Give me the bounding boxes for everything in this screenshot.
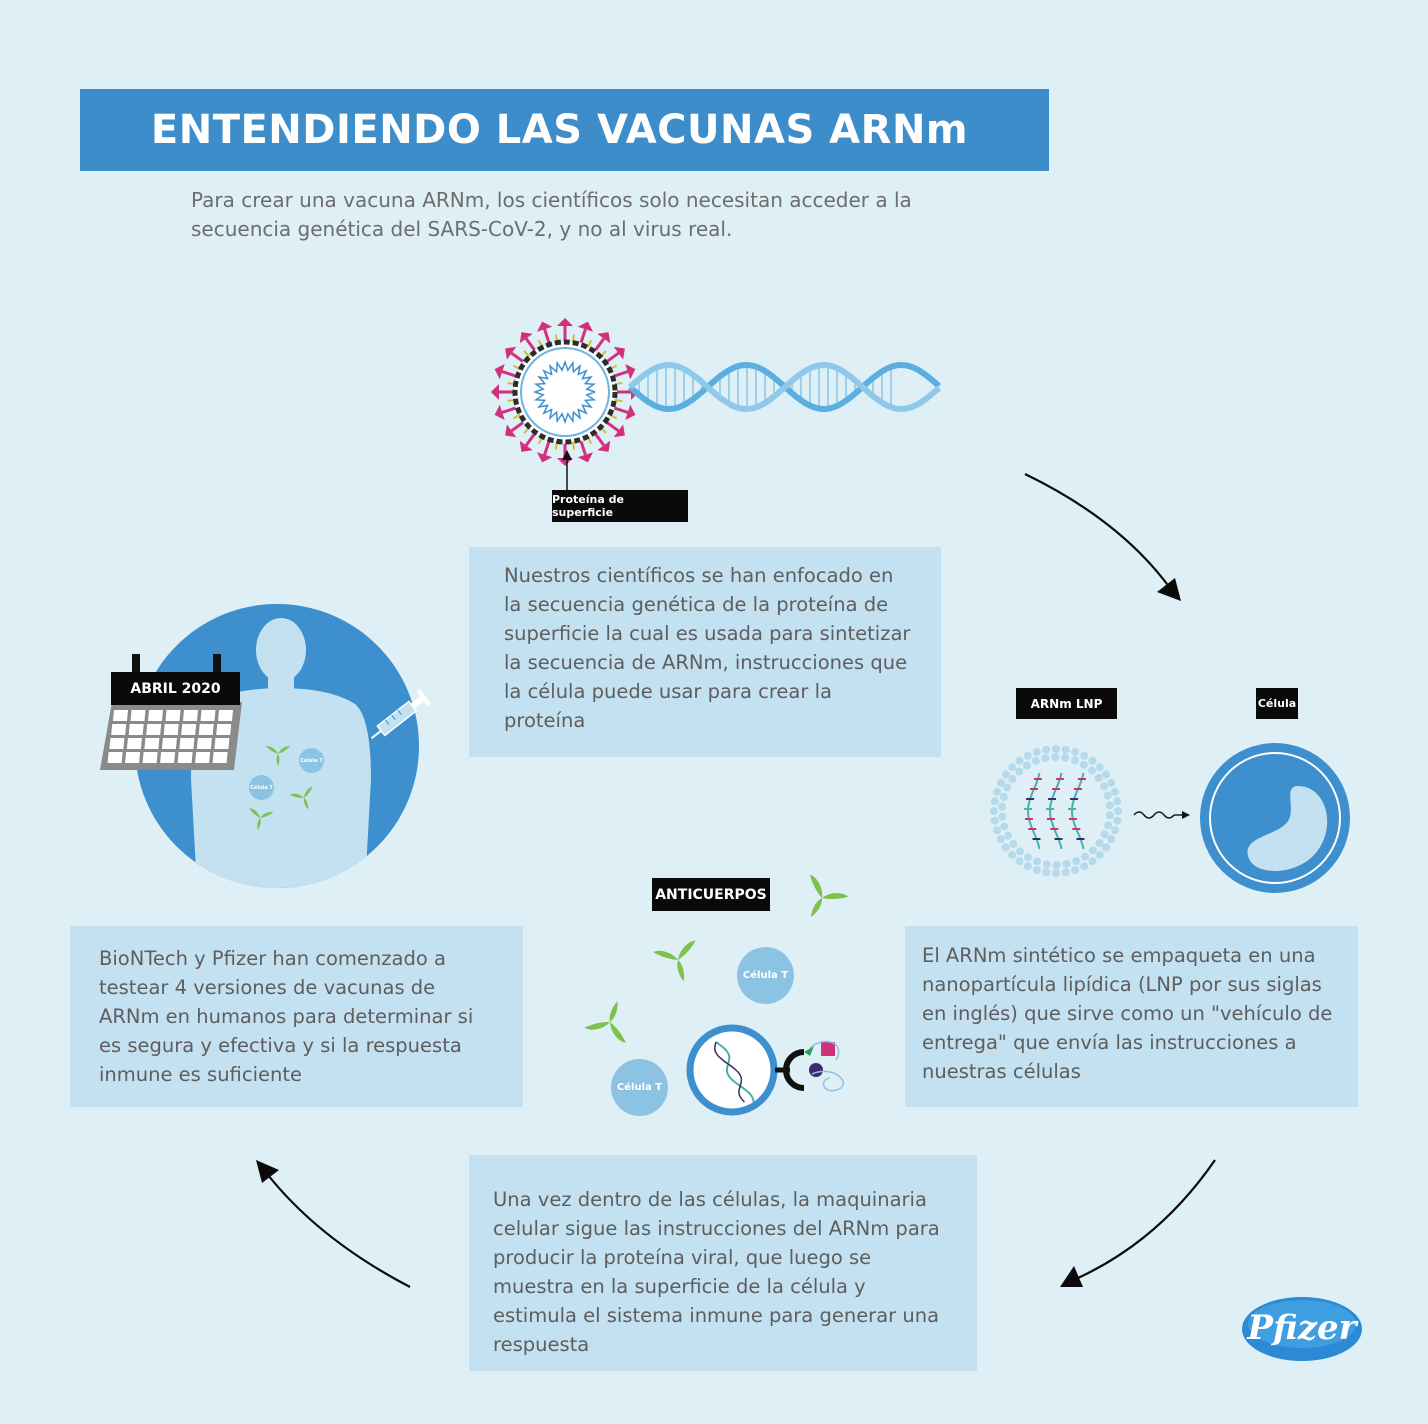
step2-text: El ARNm sintético se empaqueta en una nanopartícula lipídica (LNP por sus siglas en inglés) que sirve como un "vehículo de entrega" que envía las instrucciones a nuestras células — [922, 944, 1333, 1083]
pfizer-logo-text: Pfizer — [1247, 1308, 1357, 1348]
wavy-arrow-icon — [1132, 805, 1192, 825]
intro-text: Para crear una vacuna ARNm, los científicos solo necesitan acceder a la secuencia genética del SARS-CoV-2, y no al virus real. — [191, 188, 912, 241]
cell-icon — [1198, 741, 1352, 895]
calendar-month-label: ABRIL 2020 — [111, 672, 240, 705]
lnp-icon — [990, 745, 1122, 877]
t-cell-small-1: Célula T — [299, 748, 324, 773]
title-banner — [80, 89, 1049, 171]
virus-icon — [490, 322, 640, 462]
cell-label: Célula — [1256, 688, 1298, 719]
lnp-label: ARNm LNP — [1016, 688, 1117, 719]
step1-text: Nuestros científicos se han enfocado en la secuencia genética de la proteína de superficie la cual es usada para sintetizar la secuencia de ARNm, instrucciones que la célula puede usar para crear la proteína — [504, 564, 911, 732]
step4-text: BioNTech y Pfizer han comenzado a testear 4 versiones de vacunas de ARNm en humanos para determinar si es segura y efectiva y si la respuesta inmune es suficiente — [99, 947, 474, 1086]
surface-protein-label: Proteína de superficie — [552, 490, 688, 522]
step3-text-box — [469, 1155, 977, 1371]
infected-cell-icon — [686, 1024, 851, 1116]
rna-helix-icon — [630, 352, 950, 422]
step3-text: Una vez dentro de las células, la maquinaria celular sigue las instrucciones del ARNm para producir la proteína viral, que luego se muestra en la superficie de la célula y estimula el sistema inmune para generar una respuesta — [493, 1188, 940, 1356]
t-cell-large-2: Célula T — [611, 1059, 668, 1116]
page-title: ENTENDIENDO LAS VACUNAS ARNm — [150, 107, 969, 153]
antibodies-label: ANTICUERPOS — [652, 878, 770, 911]
syringe-icon — [362, 688, 438, 744]
t-cell-small-2: Célula T — [249, 775, 274, 800]
step2-text-box — [905, 926, 1358, 1107]
t-cell-large-1: Célula T — [737, 947, 794, 1004]
step4-text-box — [70, 926, 523, 1107]
pfizer-logo — [1240, 1294, 1364, 1364]
step1-text-box — [469, 547, 941, 757]
